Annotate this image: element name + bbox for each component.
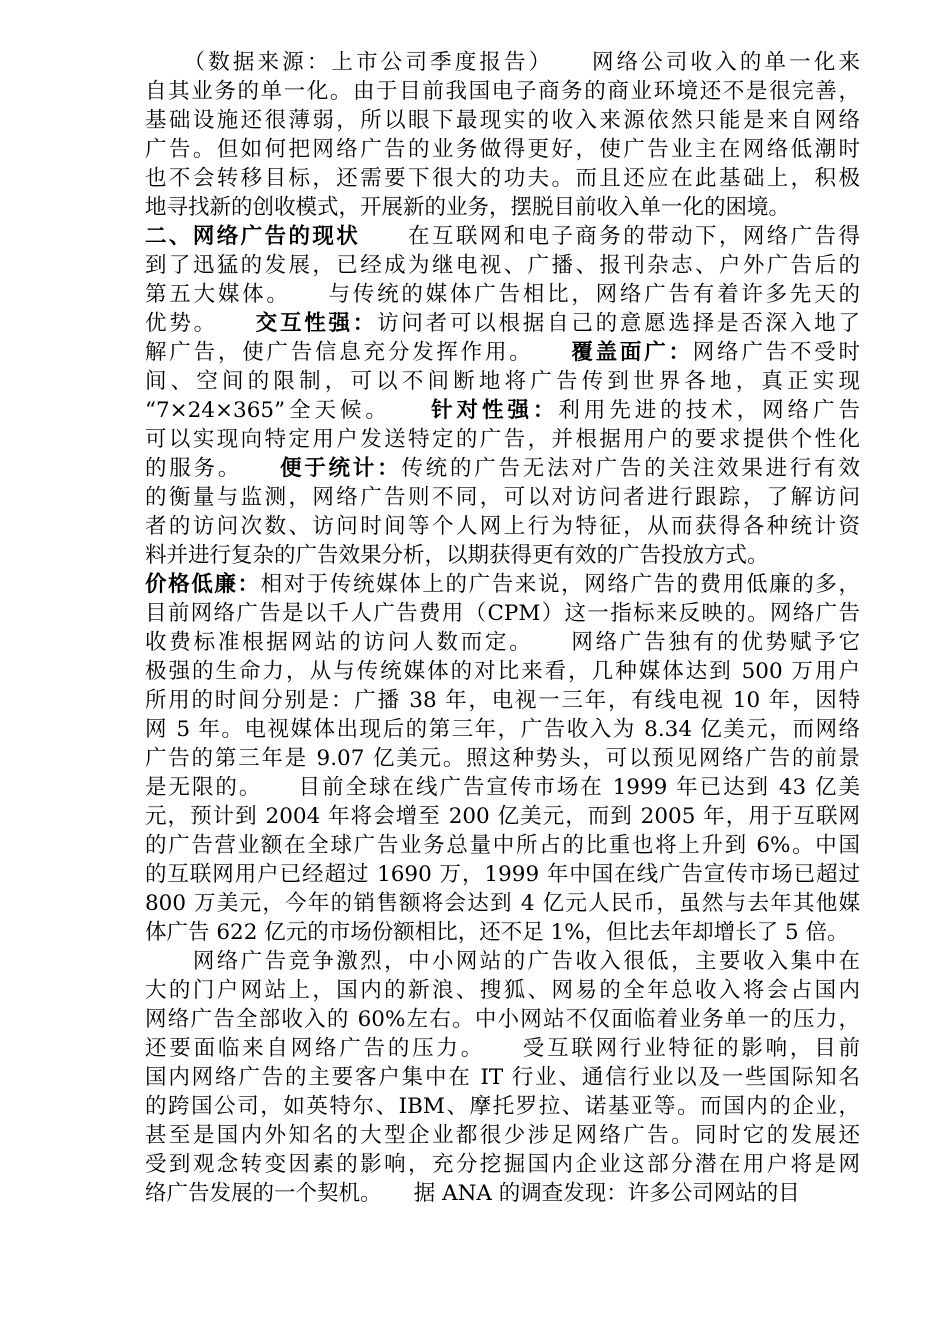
body-text: 基础设施还很薄弱，所以眼下最现实的收入来源依然只能是来自网络: [145, 108, 860, 133]
text-line: [145, 367, 860, 396]
body-text: 的互联网用户已经超过 1690 万，1999 年中国在线广告宣传市场已超过: [145, 862, 860, 887]
body-text: 是无限的。 目前全球在线广告宣传市场在 1999 年已达到 43 亿美: [145, 775, 860, 800]
body-text: 广告的第三年是 9.07 亿美元。照这种势头，可以预见网络广告的前景: [145, 746, 860, 771]
body-text: 利用先进的技术，网络广告: [558, 398, 860, 423]
body-text: 800 万美元，今年的销售额将会达到 4 亿元人民币，虽然与去年其他媒: [145, 891, 860, 916]
body-text: 极强的生命力，从与传统媒体的对比来看，几种媒体达到 500 万用户: [145, 659, 860, 684]
text-line: [145, 1063, 860, 1092]
text-line: [145, 541, 860, 570]
body-text: 目前网络广告是以千人广告费用（CPM）这一指标来反映的。网络广告: [145, 601, 860, 626]
body-text: 甚至是国内外知名的大型企业都很少涉足网络广告。同时它的发展还: [145, 1123, 860, 1148]
body-text: 者的访问次数、访问时间等个人网上行为特征，从而获得各种统计资: [145, 514, 860, 539]
body-text: 还要面临来自网络广告的压力。 受互联网行业特征的影响，目前: [145, 1036, 860, 1061]
body-text: 网络广告竞争激烈，中小网站的广告收入很低，主要收入集中在: [145, 949, 860, 974]
body-text: 网络广告全部收入的 60%左右。中小网站不仅面临着业务单一的压力，: [145, 1007, 860, 1032]
text-line: [145, 976, 860, 1005]
text-line: [145, 1150, 860, 1179]
text-line: [145, 715, 860, 744]
text-line: [145, 106, 860, 135]
text-line: [145, 599, 860, 628]
text-line: [145, 280, 860, 309]
text-line: [145, 135, 860, 164]
body-text: 的衡量与监测，网络广告则不同，可以对访问者进行跟踪，了解访问: [145, 485, 860, 510]
text-line: [145, 48, 860, 77]
body-text: （数据来源：上市公司季度报告） 网络公司收入的单一化来: [145, 50, 860, 75]
body-text: 第五大媒体。 与传统的媒体广告相比，网络广告有着许多先天的: [145, 282, 860, 307]
body-text: 传统的广告无法对广告的关注效果进行有效: [401, 456, 860, 481]
body-text: 的广告营业额在全球广告业务总量中所占的比重也将上升到 6%。中国: [145, 833, 860, 858]
text-line: [145, 889, 860, 918]
text-line: [145, 1092, 860, 1121]
text-line: [145, 831, 860, 860]
body-text: 大的门户网站上，国内的新浪、搜狐、网易的全年总收入将会占国内: [145, 978, 860, 1003]
text-line: [145, 512, 860, 541]
body-text: 访问者可以根据自己的意愿选择是否深入地了: [377, 311, 860, 336]
text-line: [145, 918, 860, 947]
bold-heading-text: 价格低廉：: [145, 572, 261, 597]
text-line: [145, 222, 860, 251]
body-text: “7×24×365”全天候。: [145, 398, 432, 423]
body-text: 间、空间的限制，可以不间断地将广告传到世界各地，真正实现: [145, 369, 860, 394]
body-text: 可以实现向特定用户发送特定的广告，并根据用户的要求提供个性化: [145, 427, 860, 452]
bold-heading-text: 二、网络广告的现状: [145, 224, 361, 249]
body-text: 在互联网和电子商务的带动下，网络广告得: [360, 224, 860, 249]
bold-heading-text: 覆盖面广：: [571, 340, 693, 365]
body-text: 相对于传统媒体上的广告来说，网络广告的费用低廉的多，: [260, 572, 860, 597]
body-text: 所用的时间分别是：广播 38 年，电视一三年，有线电视 10 年，因特: [145, 688, 860, 713]
body-text: 网络广告不受时: [692, 340, 860, 365]
text-line: [145, 251, 860, 280]
body-text: 广告。但如何把网络广告的业务做得更好，使广告业主在网络低潮时: [145, 137, 860, 162]
text-line: [145, 570, 860, 599]
text-line: [145, 628, 860, 657]
text-line: [145, 1121, 860, 1150]
body-text: 络广告发展的一个契机。 据 ANA 的调查发现：许多公司网站的目: [145, 1181, 800, 1206]
text-line: [145, 657, 860, 686]
text-line: [145, 164, 860, 193]
text-line: [145, 454, 860, 483]
text-line: [145, 193, 860, 222]
body-text: 体广告 622 亿元的市场份额相比，还不足 1%，但比去年却增长了 5 倍。: [145, 920, 849, 945]
body-text: 到了迅猛的发展，已经成为继电视、广播、报刊杂志、户外广告后的: [145, 253, 860, 278]
text-line: [145, 483, 860, 512]
text-line: [145, 1005, 860, 1034]
body-text: 元，预计到 2004 年将会增至 200 亿美元，而到 2005 年，用于互联网: [145, 804, 860, 829]
text-line: [145, 860, 860, 889]
text-line: [145, 338, 860, 367]
body-text: 国内网络广告的主要客户集中在 IT 行业、通信行业以及一些国际知名: [145, 1065, 860, 1090]
bold-heading-text: 针对性强：: [431, 398, 559, 423]
body-text: 优势。: [145, 311, 256, 336]
body-text: 网 5 年。电视媒体出现后的第三年，广告收入为 8.34 亿美元，而网络: [145, 717, 860, 742]
body-text: 受到观念转变因素的影响，充分挖掘国内企业这部分潜在用户将是网: [145, 1152, 860, 1177]
text-line: [145, 1034, 860, 1063]
text-line: [145, 396, 860, 425]
text-line: [145, 425, 860, 454]
body-text: 收费标准根据网站的访问人数而定。 网络广告独有的优势赋予它: [145, 630, 860, 655]
text-line: [145, 947, 860, 976]
body-text: 地寻找新的创收模式，开展新的业务，摆脱目前收入单一化的困境。: [145, 195, 791, 220]
text-line: [145, 1179, 860, 1208]
text-line: [145, 773, 860, 802]
body-text: 料并进行复杂的广告效果分析，以期获得更有效的广告投放方式。: [145, 543, 769, 568]
body-text: 的跨国公司，如英特尔、IBM、摩托罗拉、诺基亚等。而国内的企业，: [145, 1094, 860, 1119]
body-text: 解广告，使广告信息充分发挥作用。: [145, 340, 572, 365]
text-line: [145, 77, 860, 106]
text-line: [145, 309, 860, 338]
bold-heading-text: 便于统计：: [279, 456, 402, 481]
bold-heading-text: 交互性强：: [255, 311, 378, 336]
text-line: [145, 686, 860, 715]
body-text: 自其业务的单一化。由于目前我国电子商务的商业环境还不是很完善，: [145, 79, 860, 104]
text-line: [145, 802, 860, 831]
body-text: 也不会转移目标，还需要下很大的功夫。而且还应在此基础上，积极: [145, 166, 860, 191]
body-text: 的服务。: [145, 456, 280, 481]
text-line: [145, 744, 860, 773]
